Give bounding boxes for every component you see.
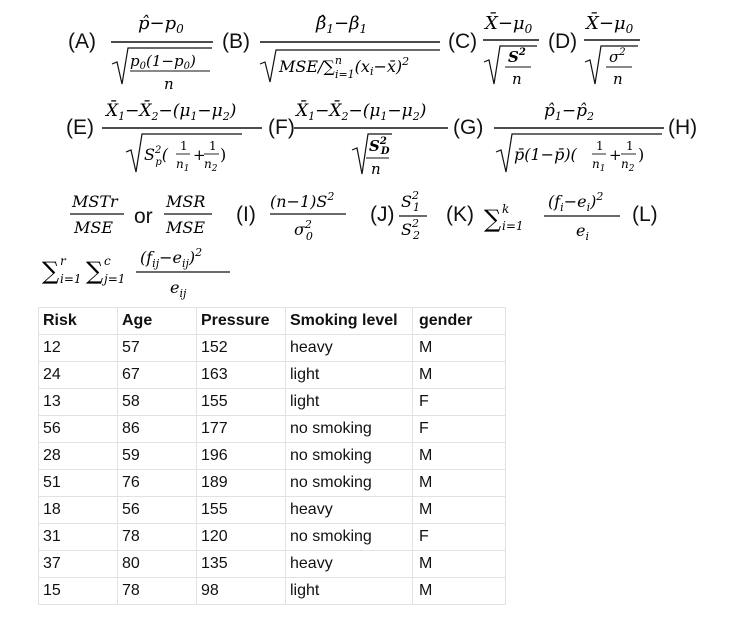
cell-risk: 15 [39, 578, 118, 605]
header-risk: Risk [39, 308, 118, 335]
cell-age: 58 [118, 389, 197, 416]
cell-pressure: 163 [197, 362, 286, 389]
header-smoking-level: Smoking level [286, 308, 413, 335]
table-row [39, 362, 506, 389]
svg-text:): ) [220, 145, 227, 164]
cell-age: 67 [118, 362, 197, 389]
cell-gender: F [413, 416, 506, 443]
svg-text:n2: $n_2$ [621, 157, 635, 174]
formula-sheet [0, 0, 737, 305]
svg-text:1: 1 [209, 139, 217, 153]
svg-text:1: 1 [596, 139, 604, 153]
table-row [39, 335, 506, 362]
svg-text:p0(1−p0): $p_0(1-p_0)$ [130, 52, 196, 72]
cell-gender: F [413, 389, 506, 416]
header-gender: gender [413, 308, 506, 335]
cell-age: 56 [118, 497, 197, 524]
label-h: (H) [668, 116, 698, 139]
label-l: (L) [632, 203, 658, 226]
cell-age: 86 [118, 416, 197, 443]
label-d: (D) [548, 30, 578, 53]
formula-c [481, 4, 543, 89]
header-age: Age [118, 308, 197, 335]
cell-gender: M [413, 470, 506, 497]
cell-pressure: 120 [197, 524, 286, 551]
svg-text:i=1: i=1 [60, 272, 82, 286]
cell-age: 78 [118, 578, 197, 605]
svg-text:c: c [104, 254, 111, 268]
formula-b [258, 4, 443, 84]
svg-text:eij: $e_{ij}$ [170, 278, 187, 300]
svg-text:n: n [613, 70, 623, 88]
table-row [39, 443, 506, 470]
cell-gender: F [413, 524, 506, 551]
svg-text:X̄−μ0: $X̄-\mu_0$ [485, 13, 533, 36]
svg-text:p̂−p0: $p̂-p_0$ [138, 13, 184, 36]
cell-risk: 12 [39, 335, 118, 362]
svg-text:X̄1−X̄2−(μ1−μ2): $X̄_1-X̄_2-(\mu_1-\mu_2)$ [106, 101, 237, 123]
svg-text:k: k [502, 202, 510, 216]
label-c: (C) [448, 30, 478, 53]
formula-d [582, 4, 644, 89]
cell-age: 80 [118, 551, 197, 578]
table-row [39, 389, 506, 416]
svg-text:(fij−eij)2: $(f_{ij}-e_{ij})^2$ [140, 246, 203, 270]
formula-j [397, 183, 435, 245]
table-row [39, 524, 506, 551]
or-text: or [134, 205, 153, 228]
svg-text:n1: $n_1$ [176, 157, 190, 174]
svg-text:S2D: $S^2$ D [369, 136, 390, 157]
svg-text:+: + [193, 146, 206, 164]
svg-text:ei: $e_i$ [576, 221, 589, 243]
formula-i [268, 185, 356, 243]
cell-gender: M [413, 335, 506, 362]
cell-pressure: 135 [197, 551, 286, 578]
cell-gender: M [413, 551, 506, 578]
formula-l [40, 243, 285, 305]
svg-text:MSE: MSE [166, 218, 206, 237]
formula-a [108, 4, 218, 94]
svg-text:S22: $S^2$ 2 [401, 217, 420, 242]
svg-text:X̄1−X̄2−(μ1−μ2): $X̄_1-X̄_2-(\mu_1-\mu_2)$ [296, 101, 427, 123]
cell-risk: 28 [39, 443, 118, 470]
svg-text:+: + [609, 146, 622, 164]
cell-age: 59 [118, 443, 197, 470]
cell-smoking-level: light [286, 362, 413, 389]
cell-smoking-level: no smoking [286, 524, 413, 551]
formula-g [492, 94, 667, 176]
svg-text:S2: $S^2$ [508, 47, 526, 66]
formula-f [292, 94, 454, 179]
cell-pressure: 177 [197, 416, 286, 443]
svg-text:r: r [60, 254, 66, 268]
svg-text:MSTr: MSTr [72, 192, 118, 211]
table-row [39, 416, 506, 443]
cell-smoking-level: no smoking [286, 470, 413, 497]
table-row [39, 470, 506, 497]
svg-text:n: n [512, 70, 522, 88]
table-row [39, 551, 506, 578]
table-header-row [39, 308, 506, 335]
svg-text:(fi−ei)2: $(f_i-e_i)^2$ [548, 190, 604, 214]
svg-text:1: 1 [180, 139, 188, 153]
label-i: (I) [236, 203, 256, 226]
cell-gender: M [413, 578, 506, 605]
data-table [38, 307, 506, 605]
cell-pressure: 189 [197, 470, 286, 497]
cell-risk: 31 [39, 524, 118, 551]
svg-text:n: n [164, 75, 174, 93]
svg-text:S21: $S^2$ 1 [401, 189, 420, 214]
label-g: (G) [453, 116, 484, 139]
cell-pressure: 98 [197, 578, 286, 605]
cell-risk: 56 [39, 416, 118, 443]
svg-text:j=1: j=1 [104, 272, 126, 286]
label-f: (F) [268, 116, 295, 139]
label-a: (A) [68, 30, 96, 53]
svg-text:∑: ∑ [86, 257, 104, 285]
svg-text:∑: ∑ [42, 257, 60, 285]
svg-text:X̄−μ0: $X̄-\mu_0$ [586, 13, 634, 36]
svg-text:MSR: MSR [166, 192, 206, 211]
formula-k [482, 183, 627, 245]
cell-pressure: 155 [197, 497, 286, 524]
cell-smoking-level: light [286, 389, 413, 416]
svg-text:n: n [371, 160, 381, 178]
svg-text:σ2: $\sigma^2$ [609, 47, 626, 66]
label-e: (E) [66, 116, 94, 139]
cell-smoking-level: heavy [286, 335, 413, 362]
svg-text:S2p(: $S^2$ p( [144, 145, 168, 168]
svg-text:i=1: i=1 [502, 219, 524, 233]
table-row [39, 497, 506, 524]
cell-pressure: 152 [197, 335, 286, 362]
cell-age: 57 [118, 335, 197, 362]
table-row [39, 578, 506, 605]
cell-risk: 24 [39, 362, 118, 389]
formula-e [100, 94, 265, 176]
cell-pressure: 196 [197, 443, 286, 470]
cell-age: 76 [118, 470, 197, 497]
label-j: (J) [370, 203, 395, 226]
cell-risk: 13 [39, 389, 118, 416]
cell-risk: 37 [39, 551, 118, 578]
cell-risk: 18 [39, 497, 118, 524]
cell-pressure: 155 [197, 389, 286, 416]
cell-gender: M [413, 362, 506, 389]
svg-text:p̄(1−p̄)(: p̄(1−p̄)( [514, 145, 577, 164]
svg-text:): ) [638, 145, 645, 164]
cell-risk: 51 [39, 470, 118, 497]
cell-smoking-level: light [286, 578, 413, 605]
svg-text:MSE/∑ni=1(xi−x̄)2: MSE/∑$^n$ i=1(xi−x̄)$^2$ [279, 54, 410, 81]
svg-text:n1: $n_1$ [592, 157, 606, 174]
header-pressure: Pressure [197, 308, 286, 335]
label-k: (K) [446, 203, 474, 226]
svg-text:MSE: MSE [74, 218, 114, 237]
cell-gender: M [413, 497, 506, 524]
cell-gender: M [413, 443, 506, 470]
svg-text:β̂1−β1: $\betâ_1-\beta_1$ [316, 13, 368, 36]
svg-text:1: 1 [626, 139, 634, 153]
svg-text:(n−1)S2: $(n-1)S^2$ [270, 190, 335, 211]
svg-text:σ20: $\sigma^2$ 0 [294, 218, 313, 243]
label-b: (B) [222, 30, 250, 53]
cell-smoking-level: no smoking [286, 443, 413, 470]
cell-smoking-level: heavy [286, 551, 413, 578]
cell-smoking-level: heavy [286, 497, 413, 524]
svg-text:p̂1−p̂2: $p̂_1-p̂_2$ [544, 101, 595, 123]
svg-text:n2: $n_2$ [204, 157, 218, 174]
cell-smoking-level: no smoking [286, 416, 413, 443]
cell-age: 78 [118, 524, 197, 551]
svg-text:∑: ∑ [484, 205, 502, 233]
